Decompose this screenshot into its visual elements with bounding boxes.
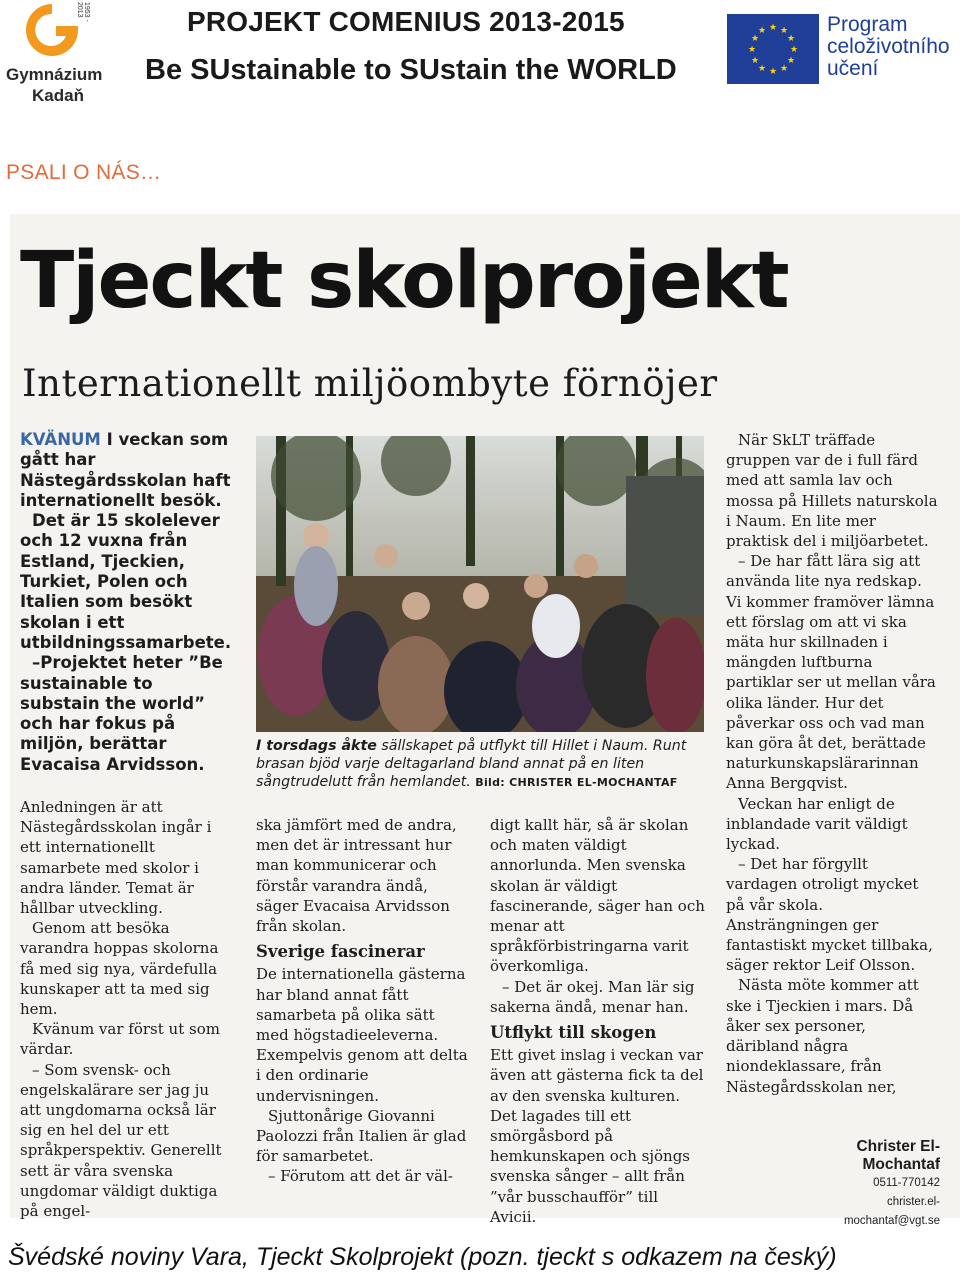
- svg-text:★: ★: [757, 64, 767, 74]
- article-column-1: Anledningen är att Nästegårdsskolan ingår i ett internationellt samarbete med skolor i andra länder. Temat är hållbar utveckling. Genom att besöka varandra hoppas skolorna få med sig nya, värdefulla kunskaper att ta med sig hem. Kvänum var först ut som värdar. – Som svensk- och engelskalärare ser jag ju att ungdomarna också lär sig en hel del ur ett språkperspektiv. Generellt sett är våra svenska ungdomar väldigt duktiga på engel-: [20, 798, 222, 1221]
- svg-text:★: ★: [779, 26, 789, 36]
- svg-text:★: ★: [750, 56, 760, 66]
- svg-text:★: ★: [747, 45, 757, 55]
- article-column-3: digt kallt här, så är skolan och maten väldigt annorlunda. Men svenska skolan är väldigt fascinerande, säger han och menar att språkförbistringarna varit överkomliga. – Det är okej. Man lär sig sakerna ändå, menar han. Utflykt till skogen Ett givet inslag i veckan var även att gästerna fick ta del av den svenska kulturen. Det lagades till ett smörgåsbord på hemkunskapen och sjöngs svenska sånger – allt från ”vår busschaufför” till Avicii.: [490, 816, 705, 1226]
- article-photo: [256, 436, 704, 732]
- svg-text:★: ★: [786, 56, 796, 66]
- eu-flag-icon: [727, 14, 819, 84]
- section-heading: Sverige fascinerar: [256, 942, 425, 962]
- svg-text:★: ★: [768, 23, 778, 33]
- school-city: Kadaň: [32, 86, 84, 105]
- svg-text:★: ★: [757, 26, 767, 36]
- article-headline: Tjeckt skolprojekt: [20, 236, 788, 326]
- eu-program-logo: [727, 14, 957, 86]
- school-logo: [2, 0, 122, 110]
- svg-text:★: ★: [789, 45, 799, 55]
- article-column-4: När SkLT träffade gruppen var de i full färd med att samla lav och mossa på Hillets naturskola i Naum. En lite mer praktisk del i miljöarbetet. – De har fått lära sig att använda lite nya redskap. Vi kommer framöver lämna ett förslag om att vi ska mäta hur skillnaden i mängden luftburna partiklar ser ut mellan våra olika länder. Hur det påverkar oss och vad man kan göra åt det, berättade naturkunskapslärarinnan Anna Bergqvist. Veckan har enligt de inblandade varit väldigt lyckad. – Det har förgyllt vardagen otroligt mycket på vår skola. Ansträngningen ger fantastiskt mycket tillbaka, säger rektor Leif Olsson. Nästa möte kommer att ske i Tjeckien i mars. Då åker sex personer, däribland några niondeklassare, från Nästegårdsskolan ner,: [726, 431, 938, 1096]
- author-phone: 0511-770142: [873, 1177, 940, 1189]
- article-lead: KVÄNUM I veckan som gått har Nästegårdsskolan haft internationellt besök. Det är 15 skolelever och 12 vuxna från Estland, Tjeckien, Turkiet, Polen och Italien som besökt skolan i ett utbildningssamarbete. –Projektet heter ”Be sustainable to substain the world” och har fokus på miljön, berättar Evacaisa Arvidsson.: [20, 430, 232, 774]
- logo-years: 1953 - 2013: [76, 2, 90, 22]
- svg-text:★: ★: [768, 67, 778, 77]
- author-name: Christer El-Mochantaf: [856, 1138, 940, 1173]
- article-author: [796, 1138, 940, 1231]
- article-subheadline: Internationellt miljöombyte förnöjer: [22, 362, 718, 405]
- svg-text:★: ★: [779, 64, 789, 74]
- author-email: christer.el-mochantaf@vgt.se: [843, 1196, 940, 1227]
- svg-text:★: ★: [750, 34, 760, 44]
- footer-note: Švédské noviny Vara, Tjeckt Skolprojekt (pozn. tjeckt s odkazem na český): [8, 1243, 837, 1271]
- section-label: PSALI O NÁS…: [6, 161, 162, 184]
- lead-place: KVÄNUM: [20, 430, 101, 449]
- eu-program-name: Program celoživotního učení: [827, 13, 950, 80]
- svg-text:★: ★: [786, 34, 796, 44]
- school-name: Gymnázium: [6, 65, 103, 84]
- photo-credit: Bild: CHRISTER EL-MOCHANTAF: [475, 776, 678, 789]
- project-motto: Be SUstainable to SUstain the WORLD: [145, 54, 677, 86]
- section-heading: Utflykt till skogen: [490, 1023, 657, 1043]
- article-column-2: ska jämfört med de andra, men det är intressant hur man kommunicerar och förstår varandra ändå, säger Evacaisa Arvidsson från skolan. Sverige fascinerar De internationella gästerna har bland annat fått samarbeta på olika sätt med högstadieeleverna. Exempelvis genom att delta i den ordinarie undervisningen. Sjuttonårige Giovanni Paolozzi från Italien är glad för samarbetet. – Förutom att det är väl-: [256, 815, 470, 1187]
- project-title: PROJEKT COMENIUS 2013-2015: [187, 6, 625, 37]
- photo-caption: I torsdags åkte sällskapet på utflykt till Hillet i Naum. Runt brasan bjöd varje deltagarland bland annat på en liten sångtrudelutt från hemlandet. Bild: CHRISTER EL-MOCHANTAF: [256, 738, 687, 790]
